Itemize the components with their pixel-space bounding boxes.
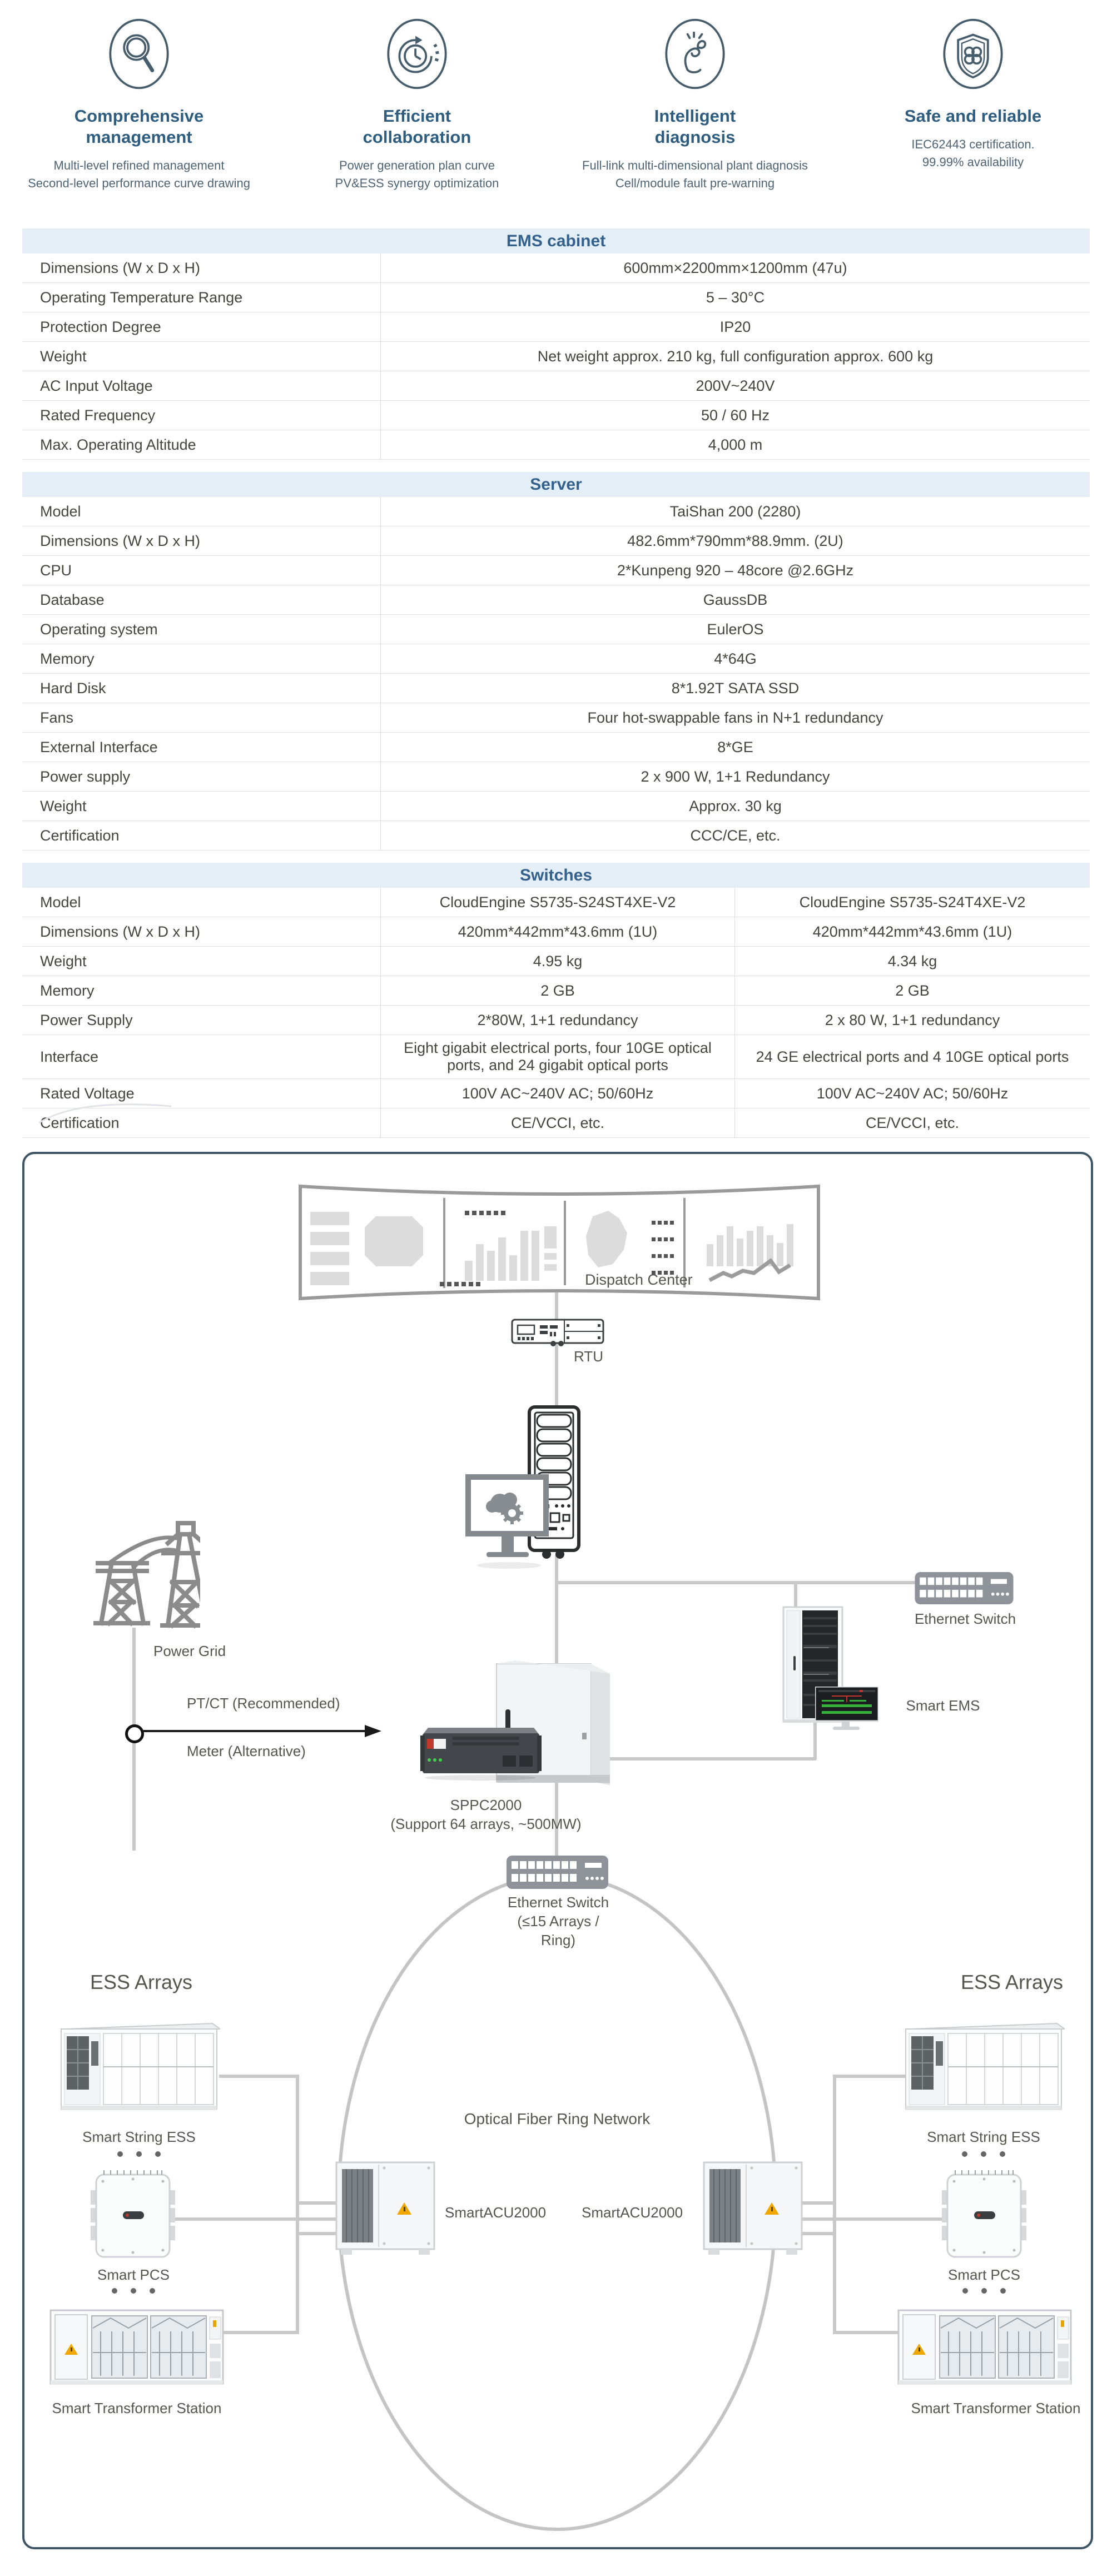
row-value: Four hot-swappable fans in N+1 redundancy	[587, 709, 883, 726]
table-row	[22, 615, 1090, 644]
row-label: Model	[22, 888, 381, 917]
line-to-ethernet-switch	[557, 1581, 916, 1584]
row-label: Weight	[22, 947, 381, 976]
table-row	[22, 497, 1090, 526]
row-label: Rated Voltage	[22, 1079, 381, 1108]
line-left-stub1	[296, 2201, 336, 2205]
smart-pcs-left-label: Smart PCS	[97, 2266, 170, 2283]
smart-string-ess-left	[58, 2021, 220, 2116]
table-row	[22, 556, 1090, 585]
row-value: 8*1.92T SATA SSD	[671, 679, 800, 697]
smart-transformer-right-label: Smart Transformer Station	[911, 2400, 1081, 2416]
table-row	[22, 976, 1090, 1006]
row-label: Power Supply	[22, 1006, 381, 1035]
smart-acu2000-right	[701, 2160, 805, 2256]
feature-efficient-collaboration	[278, 17, 556, 192]
ess-arrays-right-label: ESS Arrays	[960, 1971, 1064, 1993]
row-label: Dimensions (W x D x H)	[22, 526, 381, 555]
feature-subtext: Power generation plan curve PV&ESS synergy optimization	[335, 158, 499, 190]
feature-comprehensive-management	[0, 17, 278, 192]
row-value: CloudEngine S5735-S24T4XE-V2	[799, 893, 1026, 911]
row-value: Eight gigabit electrical ports, four 10GE optical ports, and 24 gigabit optical ports	[381, 1035, 735, 1078]
table-row	[22, 1006, 1090, 1035]
feature-subtext: IEC62443 certification. 99.99% availability	[911, 137, 1035, 169]
row-label: Dimensions (W x D x H)	[22, 917, 381, 946]
row-value: TaiShan 200 (2280)	[669, 503, 801, 520]
line-left-transformer	[223, 2331, 298, 2334]
feature-subtext: Full-link multi-dimensional plant diagnosis Cell/module fault pre-warning	[582, 158, 808, 190]
sppc2000-label: SPPC2000	[450, 1797, 522, 1813]
table-row	[22, 703, 1090, 733]
row-label: Certification	[22, 1108, 381, 1137]
table-row	[22, 526, 1090, 556]
ptct-arrow-line	[143, 1730, 366, 1732]
row-value: EulerOS	[707, 620, 764, 638]
table-row	[22, 1035, 1090, 1079]
rtu-label: RTU	[574, 1348, 603, 1365]
ethernet-switch-top	[914, 1572, 1014, 1605]
ellipsis-dots	[962, 2288, 1006, 2294]
smart-transformer-right	[897, 2309, 1072, 2388]
table-row	[22, 644, 1090, 674]
row-label: Certification	[22, 821, 381, 850]
row-label: Operating Temperature Range	[22, 283, 381, 312]
spec-table	[22, 228, 1090, 460]
table-row	[22, 401, 1090, 430]
row-value: Approx. 30 kg	[689, 797, 782, 814]
smart-ems-monitor	[815, 1687, 878, 1731]
table-row	[22, 947, 1090, 976]
feature-title: Comprehensive management	[74, 106, 204, 147]
ptct-label: PT/CT (Recommended)	[187, 1695, 340, 1712]
row-label: Interface	[22, 1035, 381, 1078]
rtu-device	[511, 1319, 604, 1346]
row-value: 100V AC~240V AC; 50/60Hz	[816, 1085, 1009, 1102]
row-value: 50 / 60 Hz	[701, 406, 770, 424]
spec-table	[22, 863, 1090, 1138]
line-rtu-server	[555, 1342, 558, 1409]
row-value: 8*GE	[717, 738, 753, 755]
meter-label: Meter (Alternative)	[187, 1743, 306, 1759]
row-label: Hard Disk	[22, 674, 381, 703]
ring-switch-label-2: (≤15 Arrays /	[517, 1913, 599, 1929]
ethernet-switch-label: Ethernet Switch	[914, 1610, 1016, 1627]
row-value: 2 x 900 W, 1+1 Redundancy	[641, 768, 830, 785]
row-value: 482.6mm*790mm*88.9mm. (2U)	[627, 532, 843, 549]
sppc2000-controller	[419, 1725, 543, 1781]
line-left-stub2	[296, 2232, 336, 2235]
power-grid-towers	[85, 1510, 200, 1631]
optical-ring-label: Optical Fiber Ring Network	[464, 2110, 651, 2127]
ethernet-switch-ring	[506, 1855, 609, 1889]
magnifier-icon	[106, 17, 172, 91]
smart-acu2000-left	[333, 2160, 438, 2256]
table-row	[22, 585, 1090, 615]
finger-snap-icon	[662, 17, 728, 91]
row-value: 200V~240V	[696, 377, 775, 394]
line-left-container	[219, 2075, 298, 2078]
row-value: 420mm*442mm*43.6mm (1U)	[812, 923, 1012, 940]
feature-safe-reliable	[834, 17, 1112, 192]
row-value: 2 GB	[381, 976, 735, 1005]
ellipsis-dots	[117, 2151, 161, 2157]
smart-string-ess-right-label: Smart String ESS	[927, 2129, 1040, 2145]
row-label: Weight	[22, 342, 381, 371]
smart-pcs-right-label: Smart PCS	[947, 2266, 1021, 2283]
smart-pcs-right	[942, 2169, 1026, 2260]
feature-title: Intelligent diagnosis	[654, 106, 736, 147]
smart-acu-left-label: SmartACU2000	[445, 2204, 547, 2221]
grid-tap-node	[125, 1724, 144, 1743]
table-title: Server	[22, 472, 1090, 497]
row-label: CPU	[22, 556, 381, 585]
table-row	[22, 371, 1090, 401]
ess-arrays-left-label: ESS Arrays	[90, 1971, 193, 1993]
row-value: CE/VCCI, etc.	[865, 1114, 960, 1131]
line-left-pcs	[175, 2217, 336, 2221]
row-value: CE/VCCI, etc.	[381, 1108, 735, 1137]
row-label: Dimensions (W x D x H)	[22, 253, 381, 282]
ellipsis-dots	[962, 2151, 1005, 2157]
line-sppc-ems	[580, 1757, 816, 1761]
table-row	[22, 762, 1090, 792]
spec-table	[22, 472, 1090, 851]
line-right-container	[833, 2075, 905, 2078]
sppc2000-sublabel: (Support 64 arrays, ~500MW)	[390, 1816, 582, 1832]
table-row	[22, 283, 1090, 312]
row-value: 600mm×2200mm×1200mm (47u)	[623, 259, 847, 276]
table-row	[22, 430, 1090, 460]
row-label: Max. Operating Altitude	[22, 430, 381, 459]
table-title: EMS cabinet	[22, 228, 1090, 253]
row-value: CloudEngine S5735-S24ST4XE-V2	[381, 888, 735, 917]
row-value: 2*80W, 1+1 redundancy	[381, 1006, 735, 1035]
row-value: 2 x 80 W, 1+1 redundancy	[825, 1011, 1000, 1028]
architecture-diagram	[22, 1152, 1093, 2549]
smart-transformer-left-label: Smart Transformer Station	[52, 2400, 222, 2416]
table-row	[22, 888, 1090, 917]
row-value: 4.34 kg	[887, 952, 937, 969]
ring-switch-label-1: Ethernet Switch	[507, 1894, 609, 1911]
table-row	[22, 342, 1090, 371]
line-right-transformer	[833, 2331, 900, 2334]
dispatch-video-wall	[298, 1177, 821, 1308]
table-row	[22, 733, 1090, 762]
table-row	[22, 1108, 1090, 1138]
ring-switch-label-3: Ring)	[540, 1932, 576, 1948]
row-value: 100V AC~240V AC; 50/60Hz	[381, 1079, 735, 1108]
row-value: 4,000 m	[708, 436, 763, 453]
feature-title: Efficient collaboration	[363, 106, 471, 147]
decorative-swoosh	[39, 1094, 172, 1127]
feature-strip	[0, 17, 1112, 192]
row-label: External Interface	[22, 733, 381, 762]
row-label: Weight	[22, 792, 381, 820]
shield-icon	[940, 17, 1006, 91]
smart-acu-right-label: SmartACU2000	[582, 2204, 683, 2221]
row-value: 5 – 30°C	[706, 289, 765, 306]
smart-string-ess-right	[902, 2021, 1065, 2116]
spec-tables	[22, 228, 1090, 1150]
row-value: 24 GE electrical ports and 4 10GE optical ports	[756, 1048, 1069, 1065]
table-row	[22, 1079, 1090, 1108]
ellipsis-dots	[112, 2288, 155, 2294]
row-label: AC Input Voltage	[22, 371, 381, 400]
row-value: 420mm*442mm*43.6mm (1U)	[381, 917, 735, 946]
dispatch-center-label: Dispatch Center	[585, 1271, 693, 1288]
table-row	[22, 253, 1090, 283]
row-label: Memory	[22, 644, 381, 673]
feature-intelligent-diagnosis	[556, 17, 834, 192]
table-row	[22, 674, 1090, 703]
smart-pcs-left	[91, 2169, 175, 2260]
row-label: Fans	[22, 703, 381, 732]
row-value: 2 GB	[895, 982, 930, 999]
table-row	[22, 312, 1090, 342]
row-label: Rated Frequency	[22, 401, 381, 430]
feature-title: Safe and reliable	[904, 106, 1042, 126]
scada-monitor	[465, 1474, 549, 1570]
smart-string-ess-left-label: Smart String ESS	[82, 2129, 196, 2145]
row-label: Model	[22, 497, 381, 526]
row-value: IP20	[719, 318, 751, 335]
row-label: Memory	[22, 976, 381, 1005]
row-label: Operating system	[22, 615, 381, 644]
row-label: Database	[22, 585, 381, 614]
line-right-pcs	[796, 2217, 944, 2221]
table-title: Switches	[22, 863, 1090, 888]
line-drop-ems	[794, 1583, 797, 1609]
ptct-arrow-head	[365, 1725, 381, 1737]
power-grid-label: Power Grid	[153, 1643, 226, 1659]
clock-sync-icon	[384, 17, 450, 91]
table-row	[22, 792, 1090, 821]
row-value: Net weight approx. 210 kg, full configuration approx. 600 kg	[537, 347, 934, 365]
feature-subtext: Multi-level refined management Second-level performance curve drawing	[28, 158, 250, 190]
smart-transformer-left	[49, 2309, 224, 2388]
row-value: CCC/CE, etc.	[690, 827, 781, 844]
smart-ems-label: Smart EMS	[906, 1697, 980, 1714]
table-row	[22, 821, 1090, 851]
row-value: 4.95 kg	[381, 947, 735, 976]
table-row	[22, 917, 1090, 947]
row-label: Protection Degree	[22, 312, 381, 341]
row-value: GaussDB	[703, 591, 768, 608]
row-value: 4*64G	[714, 650, 757, 667]
row-value: 2*Kunpeng 920 – 48core @2.6GHz	[617, 561, 854, 579]
row-label: Power supply	[22, 762, 381, 791]
